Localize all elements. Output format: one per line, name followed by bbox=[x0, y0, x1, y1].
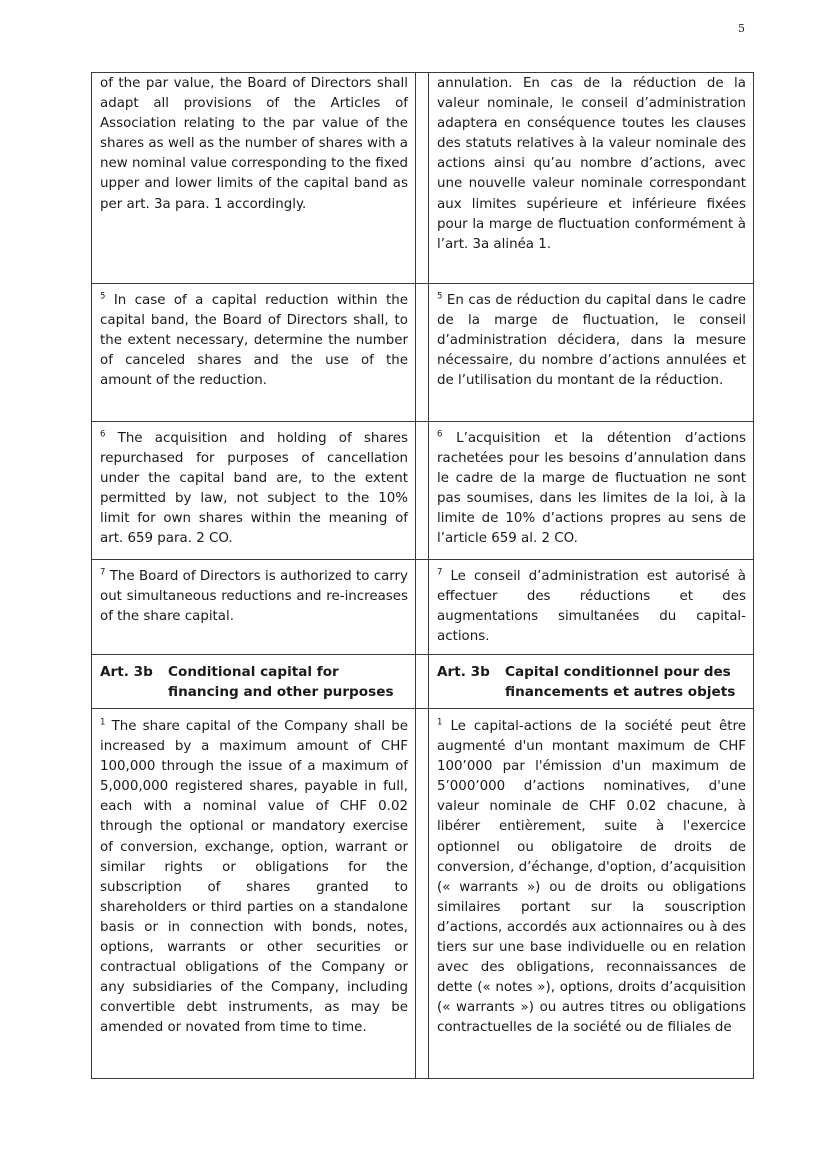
bilingual-articles-table bbox=[91, 72, 754, 1079]
english-cell bbox=[92, 422, 416, 560]
english-text: In case of a capital reduction within the capital band, the Board of Directors shall, to the extent necessary, determine the number of canceled shares and the use of the amount of the reduction. bbox=[100, 293, 408, 389]
english-cell bbox=[92, 560, 416, 655]
column-divider bbox=[416, 560, 429, 655]
paragraph-number: 7 bbox=[437, 567, 443, 578]
french-heading-cell bbox=[429, 655, 754, 709]
column-divider bbox=[416, 655, 429, 709]
table-row bbox=[92, 709, 754, 1079]
column-divider bbox=[416, 284, 429, 422]
article-number: Art. 3b bbox=[437, 664, 490, 680]
paragraph-number: 6 bbox=[100, 429, 106, 440]
article-title: Capital conditionnel pour des financements et autres objets bbox=[505, 664, 736, 700]
paragraph-number: 6 bbox=[437, 429, 443, 440]
column-divider bbox=[416, 73, 429, 284]
paragraph-number: 5 bbox=[437, 291, 443, 302]
table-row bbox=[92, 422, 754, 560]
french-cell bbox=[429, 73, 754, 284]
article-title: Conditional capital for financing and other purposes bbox=[168, 664, 394, 700]
english-cell bbox=[92, 284, 416, 422]
page-number: 5 bbox=[738, 22, 745, 35]
paragraph-number: 1 bbox=[100, 717, 106, 728]
english-text: The acquisition and holding of shares repurchased for purposes of cancellation under the capital band are, to the extent permitted by law, not subject to the 10% limit for own shares within the meaning of art. 659 para. 2 CO. bbox=[100, 431, 408, 547]
french-cell bbox=[429, 284, 754, 422]
french-text: Le conseil d’administration est autorisé à effectuer des réductions et des augmentations simultanées du capital-actions. bbox=[437, 569, 746, 645]
english-text: of the par value, the Board of Directors shall adapt all provisions of the Articles of Association relating to the par value of the shares as well as the number of shares with a new nominal value corresponding to the fixed upper and lower limits of the capital band as per art. 3a para. 1 accordingly. bbox=[100, 76, 408, 212]
french-text: annulation. En cas de la réduction de la valeur nominale, le conseil d’administration adaptera en conséquence toutes les clauses des statuts relatives à la valeur nominale des actions ainsi qu’au nombre d’actions, avec une nouvelle valeur nominale correspondant aux limites supérieure et inférieure fixées pour la marge de fluctuation conformément à l’art. 3a alinéa 1. bbox=[437, 76, 746, 252]
article-number: Art. 3b bbox=[100, 664, 153, 680]
french-text: En cas de réduction du capital dans le cadre de la marge de fluctuation, le conseil d’administration décidera, dans la mesure nécessaire, du nombre d’actions annulées et de l’utilisation du montant de la réduction. bbox=[437, 293, 746, 389]
english-text: The Board of Directors is authorized to carry out simultaneous reductions and re-increases of the share capital. bbox=[100, 569, 408, 625]
english-text: The share capital of the Company shall be increased by a maximum amount of CHF 100,000 through the issue of a maximum of 5,000,000 registered shares, payable in full, each with a nominal value of CHF 0.02 through the optional or mandatory exercise of conversion, exchange, option, warrant or similar rights or obligations for the subscription of shares granted to shareholders or third parties on a standalone basis or in connection with bonds, notes, options, warrants or other securities or contractual obligations of the Company or any subsidiaries of the Company, including convertible debt instruments, as may be amended or novated from time to time. bbox=[100, 719, 409, 1036]
english-cell bbox=[92, 73, 416, 284]
paragraph-number: 1 bbox=[437, 717, 443, 728]
table-row bbox=[92, 73, 754, 284]
column-divider bbox=[416, 422, 429, 560]
column-divider bbox=[416, 709, 429, 1079]
french-text: L’acquisition et la détention d’actions rachetées pour les besoins d’annulation dans le cadre de la marge de fluctuation ne sont pas soumises, dans les limites de la loi, à la limite de 10% d’actions propres au sens de l’article 659 al. 2 CO. bbox=[437, 431, 746, 547]
english-cell bbox=[92, 709, 416, 1079]
french-cell bbox=[429, 560, 754, 655]
article-heading-row bbox=[92, 655, 754, 709]
paragraph-number: 7 bbox=[100, 567, 106, 578]
french-cell bbox=[429, 709, 754, 1079]
french-cell bbox=[429, 422, 754, 560]
french-text: Le capital-actions de la société peut être augmenté d'un montant maximum de CHF 100’000 par l'émission d'un maximum de 5’000’000 d’actions nominatives, d'une valeur nominale de CHF 0.02 chacune, à libérer entièrement, suite à l'exercice optionnel ou obligatoire de droits de conversion, d’échange, d'option, d’acquisition (« warrants ») ou de droits ou obligations similaires portant sur la souscription d’actions, accordés aux actionnaires ou à des tiers sur une base individuelle ou en relation avec des obligations, reconnaissances de dette (« notes »), options, droits d’acquisition (« warrants ») ou autres titres ou obligations contractuelles de la société ou de filiales de bbox=[437, 719, 746, 1036]
paragraph-number: 5 bbox=[100, 291, 106, 302]
table-row bbox=[92, 560, 754, 655]
english-heading-cell bbox=[92, 655, 416, 709]
table-row bbox=[92, 284, 754, 422]
